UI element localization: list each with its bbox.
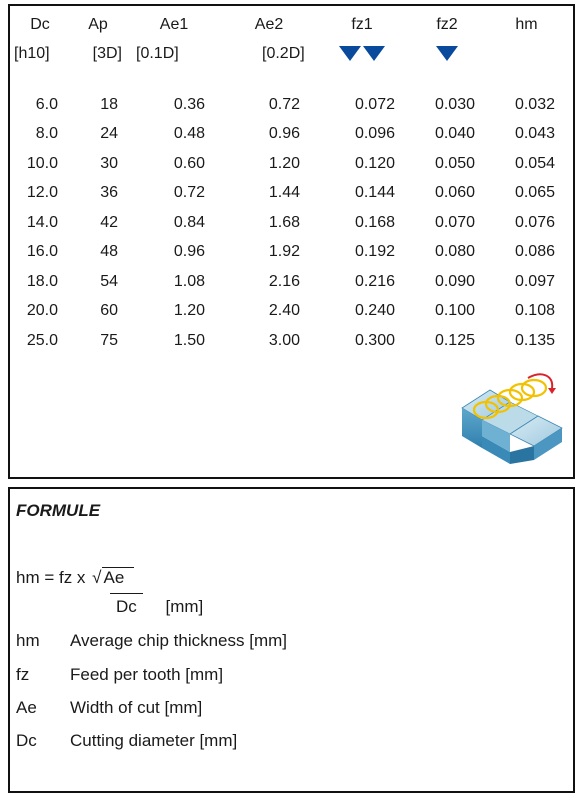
cell-fz1: 0.300 (354, 331, 395, 349)
cell-dc: 20.0 (26, 302, 58, 320)
legend-text: Average chip thickness [mm] (70, 631, 287, 650)
sqrt-sign: √ (92, 568, 102, 587)
triangle-down-icon (363, 46, 385, 61)
table-row (10, 90, 565, 120)
cell-ap: 18 (100, 95, 118, 113)
cell-hm: 0.043 (514, 125, 555, 143)
cell-fz2: 0.080 (434, 243, 475, 261)
cell-fz2: 0.050 (434, 154, 475, 172)
header-dc: Dc (30, 16, 50, 33)
cell-ae1: 0.84 (173, 213, 205, 231)
cell-hm: 0.065 (514, 184, 555, 202)
legend-item (16, 698, 202, 718)
cell-ae2: 2.16 (268, 272, 300, 290)
cell-dc: 25.0 (26, 331, 58, 349)
table-body (10, 90, 565, 356)
cell-fz1: 0.240 (354, 302, 395, 320)
table-row (10, 326, 565, 356)
cell-dc: 8.0 (35, 125, 58, 143)
formula-unit: [mm] (165, 597, 204, 616)
table-unit-row (10, 38, 565, 70)
legend-item (16, 731, 237, 751)
cell-ae1: 0.96 (173, 243, 205, 261)
triangle-down-icon (436, 46, 458, 61)
legend-symbol: Ae (16, 698, 37, 717)
cell-ae2: 2.40 (268, 302, 300, 320)
cell-ap: 75 (100, 331, 118, 349)
cell-ae1: 1.20 (173, 302, 205, 320)
cell-fz2: 0.040 (434, 125, 475, 143)
cell-ae2: 0.72 (268, 95, 300, 113)
table-header-row (10, 12, 565, 38)
header-fz1: fz1 (351, 16, 373, 33)
cell-hm: 0.054 (514, 154, 555, 172)
cell-ae2: 1.20 (268, 154, 300, 172)
legend-symbol: hm (16, 631, 40, 650)
unit-ae2: [0.2D] (262, 45, 305, 62)
cell-ae2: 1.92 (268, 243, 300, 261)
legend-symbol: fz (16, 665, 30, 684)
cell-ae1: 0.72 (173, 184, 205, 202)
cell-hm: 0.097 (514, 272, 555, 290)
cell-ap: 48 (100, 243, 118, 261)
formula-title: FORMULE (16, 501, 101, 520)
cell-fz2: 0.125 (434, 331, 475, 349)
legend-item (16, 631, 287, 651)
cell-hm: 0.076 (514, 213, 555, 231)
triangle-down-icon (339, 46, 361, 61)
unit-ae1: [0.1D] (136, 45, 179, 62)
header-hm: hm (515, 16, 538, 33)
legend-text: Feed per tooth [mm] (70, 665, 224, 684)
cell-hm: 0.135 (514, 331, 555, 349)
table-row (10, 149, 565, 179)
formula-lhs: hm = fz x (16, 568, 86, 587)
table-row (10, 238, 565, 268)
cell-ae1: 0.48 (173, 125, 205, 143)
table-row (10, 179, 565, 209)
cell-ae1: 0.60 (173, 154, 205, 172)
cell-ap: 54 (100, 272, 118, 290)
cell-fz1: 0.096 (354, 125, 395, 143)
cell-fz1: 0.144 (354, 184, 395, 202)
cell-fz1: 0.120 (354, 154, 395, 172)
cell-fz1: 0.192 (354, 243, 395, 261)
cell-ae2: 3.00 (268, 331, 300, 349)
formula-denominator-line (110, 593, 203, 617)
cell-hm: 0.108 (514, 302, 555, 320)
square-root (92, 567, 134, 588)
cell-ae1: 1.50 (173, 331, 205, 349)
formula-panel (8, 487, 575, 793)
cell-fz2: 0.070 (434, 213, 475, 231)
cell-fz1: 0.072 (354, 95, 395, 113)
cell-ap: 30 (100, 154, 118, 172)
cell-hm: 0.032 (514, 95, 555, 113)
cell-fz1: 0.216 (354, 272, 395, 290)
cell-ap: 24 (100, 125, 118, 143)
cell-dc: 10.0 (26, 154, 58, 172)
cell-dc: 18.0 (26, 272, 58, 290)
cell-dc: 12.0 (26, 184, 58, 202)
formula-expression (16, 567, 134, 588)
header-ae1: Ae1 (159, 16, 189, 33)
cell-fz2: 0.060 (434, 184, 475, 202)
trochoidal-milling-slot-icon (450, 370, 568, 470)
cell-dc: 14.0 (26, 213, 58, 231)
cell-ae2: 1.44 (268, 184, 300, 202)
cell-ap: 60 (100, 302, 118, 320)
header-ae2: Ae2 (254, 16, 284, 33)
cell-ae2: 0.96 (268, 125, 300, 143)
formula-denominator: Dc (110, 593, 143, 617)
header-ap: Ap (88, 16, 108, 33)
table-row (10, 267, 565, 297)
legend-text: Cutting diameter [mm] (70, 731, 238, 750)
cell-fz2: 0.030 (434, 95, 475, 113)
table-row (10, 297, 565, 327)
cell-dc: 16.0 (26, 243, 58, 261)
legend-item (16, 665, 223, 685)
table-row (10, 120, 565, 150)
fz1-feed-indicator (318, 38, 406, 70)
fz2-feed-indicator (406, 38, 488, 70)
cell-fz2: 0.090 (434, 272, 475, 290)
cell-ae2: 1.68 (268, 213, 300, 231)
cell-fz1: 0.168 (354, 213, 395, 231)
cell-ap: 42 (100, 213, 118, 231)
legend-symbol: Dc (16, 731, 37, 750)
table-row (10, 208, 565, 238)
cell-ae1: 1.08 (173, 272, 205, 290)
cell-hm: 0.086 (514, 243, 555, 261)
unit-dc: [h10] (14, 45, 50, 62)
cell-ae1: 0.36 (173, 95, 205, 113)
cutting-data-panel (8, 4, 575, 479)
cutting-data-table (10, 12, 565, 356)
cell-dc: 6.0 (35, 95, 58, 113)
cell-fz2: 0.100 (434, 302, 475, 320)
legend-text: Width of cut [mm] (70, 698, 203, 717)
formula-numerator: Ae (102, 567, 135, 588)
header-fz2: fz2 (436, 16, 458, 33)
unit-ap: [3D] (92, 45, 122, 62)
cell-ap: 36 (100, 184, 118, 202)
